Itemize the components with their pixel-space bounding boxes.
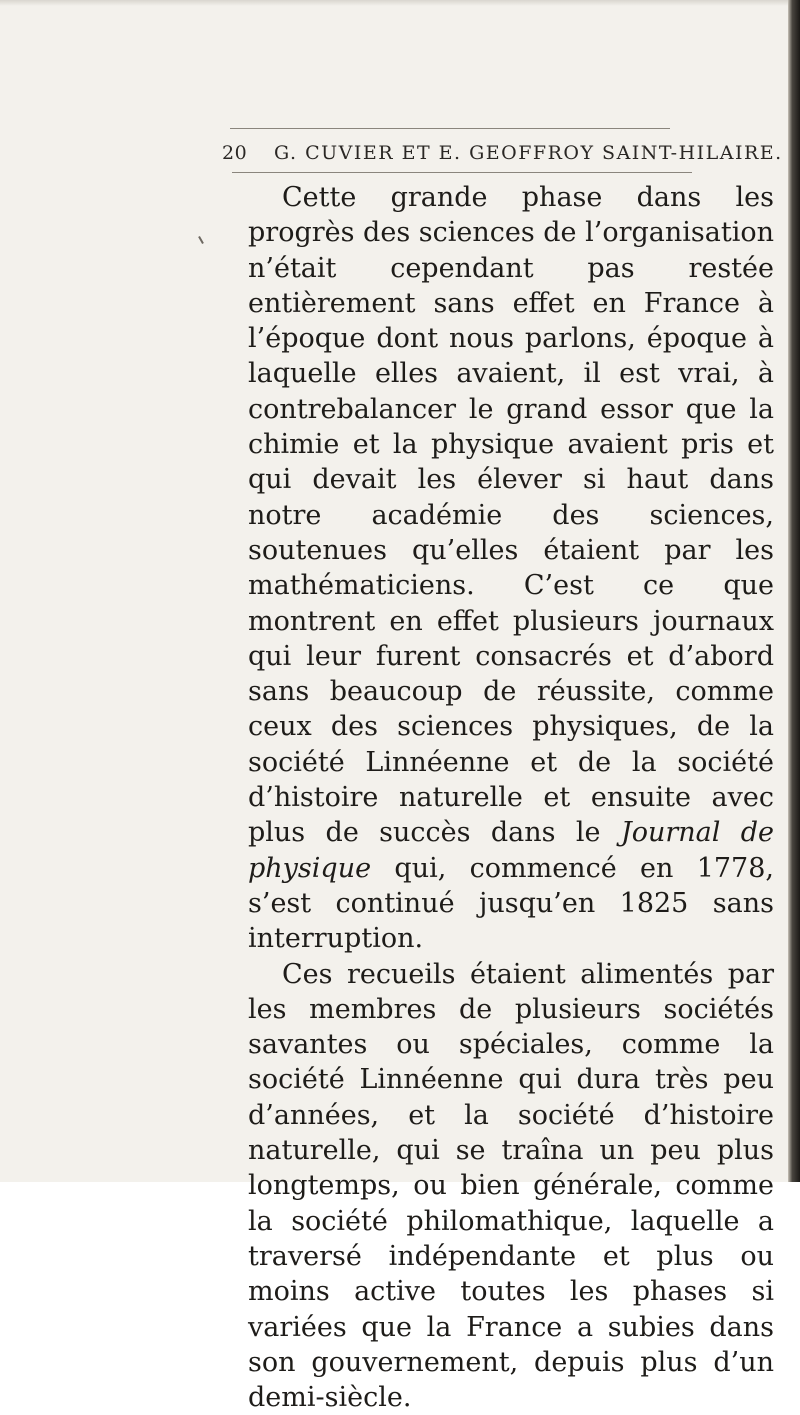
journal-title: Journal de physique (248, 817, 775, 884)
paragraph-1 (248, 180, 774, 957)
header-rule-top (230, 128, 670, 129)
paragraph-1-text-end: qui, commencé en 1778, s’est continué jusqu’en 1825 sans interruption. (248, 852, 774, 955)
page-binding-edge (788, 0, 800, 1182)
running-title: G. CUVIER ET E. GEOFFROY SAINT-HILAIRE. (274, 142, 783, 164)
page-number: 20 (222, 142, 248, 164)
page-top-edge (0, 0, 790, 6)
paragraph-2: Ces recueils étaient alimentés par les membres de plusieurs sociétés savantes ou spéciales, comme la société Linnéenne qui dura très peu d’années, et la société d’histoire naturelle, qui se traîna un peu plus longtemps, ou bien générale, comme la société philomathique, laquelle a traversé indépendante et plus ou moins active toutes les phases si variées que la France a subies dans son gouvernement, depuis plus d’un demi-siècle. (248, 958, 774, 1414)
body-text (248, 180, 774, 1415)
running-header (222, 140, 783, 170)
margin-mark (198, 236, 204, 244)
header-rule-bottom (232, 172, 692, 173)
paragraph-1-text: Cette grande phase dans les progrès des sciences de l’organisation n’était cependant pas restée entièrement sans effet en France à l’époque dont nous parlons, époque à laquelle elles avaient, il est vrai, à contrebalancer le grand essor que la chimie et la physique avaient pris et qui devait les élever si haut dans notre académie des sciences, soutenues qu’elles étaient par les mathématiciens. C’est ce que montrent en effet plusieurs journaux qui leur furent consacrés et d’abord sans beaucoup de réussite, comme ceux des sciences physiques, de la société Linnéenne et de la société d’histoire naturelle et ensuite avec plus de succès dans le (248, 182, 774, 849)
